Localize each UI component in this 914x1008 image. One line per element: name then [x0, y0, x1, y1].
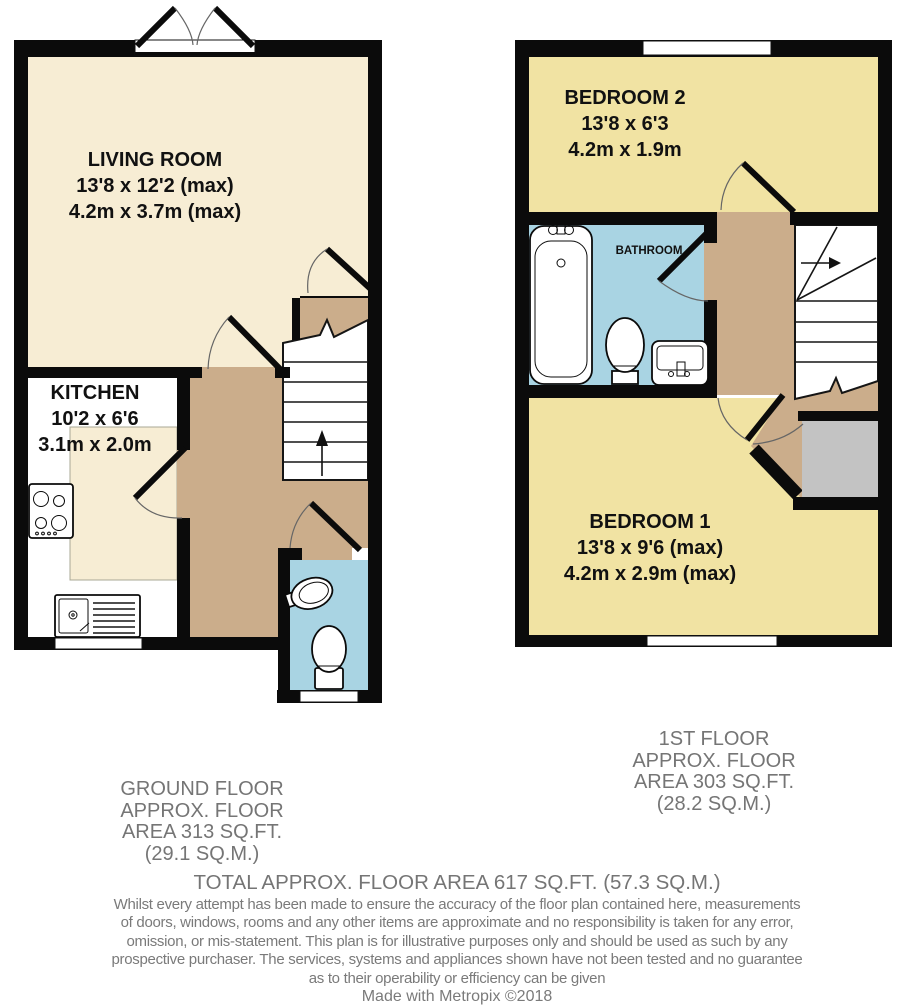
- first-floor-stairs-icon: [795, 225, 878, 399]
- ground-floor-area-label: [120, 779, 283, 865]
- bedroom1-label: [564, 509, 736, 587]
- disclaimer-line: as to their operability or efficiency can be given: [308, 969, 606, 987]
- living-room-label: [69, 147, 241, 225]
- room-dims-imperial: 13'8 x 9'6 (max): [576, 537, 724, 559]
- area-line: APPROX. FLOOR: [120, 799, 284, 822]
- room-dims-imperial: 13'8 x 6'3: [581, 113, 669, 135]
- room-dims-imperial: 13'8 x 12'2 (max): [76, 175, 234, 197]
- area-line: (28.2 SQ.M.): [656, 792, 772, 815]
- bedroom2-window: [643, 41, 771, 55]
- bathroom-label: BATHROOM: [615, 245, 683, 257]
- total-area-label: TOTAL APPROX. FLOOR AREA 617 SQ.FT. (57.3 SQ.M.): [193, 871, 721, 894]
- kitchen-window: [55, 638, 142, 649]
- kitchen-sink-icon: [55, 595, 140, 637]
- area-line: AREA 313 SQ.FT.: [121, 821, 283, 843]
- area-line: GROUND FLOOR: [120, 778, 284, 800]
- bathtub-icon: [530, 224, 592, 384]
- kitchen-label: [38, 380, 151, 458]
- room-dims-metric: 4.2m x 2.9m (max): [563, 563, 737, 585]
- room-dims-imperial: 10'2 x 6'6: [51, 408, 139, 430]
- ground-floor-plan: [14, 0, 382, 710]
- room-name: KITCHEN: [50, 382, 140, 404]
- disclaimer-text: [0, 896, 914, 988]
- disclaimer-line: Whilst every attempt has been made to ensure the accuracy of the floor plan contained here, measurements: [113, 896, 801, 913]
- area-line: AREA 303 SQ.FT.: [633, 771, 795, 793]
- wc-toilet-icon: [312, 626, 346, 689]
- room-name: LIVING ROOM: [87, 149, 223, 171]
- room-dims-metric: 3.1m x 2.0m: [38, 434, 152, 456]
- disclaimer-line: prospective purchaser. The services, systems and appliances shown have not been tested and no guarantee: [111, 951, 803, 969]
- bedroom1-window: [647, 636, 777, 646]
- room-dims-metric: 4.2m x 1.9m: [568, 139, 682, 161]
- disclaimer-line: omission, or mis-statement. This plan is for illustrative purposes only and should be used as such by any: [126, 932, 788, 950]
- bedroom2-label: [564, 85, 685, 163]
- room-name: BEDROOM 1: [589, 511, 711, 533]
- bathroom-basin-icon: [652, 341, 708, 385]
- area-line: APPROX. FLOOR: [632, 749, 796, 772]
- wc-window: [300, 691, 358, 702]
- area-line: (29.1 SQ.M.): [144, 842, 260, 865]
- disclaimer-line: of doors, windows, rooms and any other items are approximate and no responsibility is taken for any error,: [120, 914, 794, 932]
- area-line: 1ST FLOOR: [658, 728, 770, 750]
- cupboard: [802, 421, 878, 497]
- ground-floor-stairs-icon: [283, 320, 368, 480]
- first-floor-area-label: [632, 729, 795, 815]
- toilet-icon: [606, 318, 644, 384]
- room-dims-metric: 4.2m x 3.7m (max): [68, 201, 242, 223]
- hallway-floor: [190, 372, 283, 637]
- room-name: BEDROOM 2: [564, 87, 686, 109]
- metropix-credit: Made with Metropix ©2018: [361, 988, 553, 1005]
- hob-icon: [29, 484, 73, 538]
